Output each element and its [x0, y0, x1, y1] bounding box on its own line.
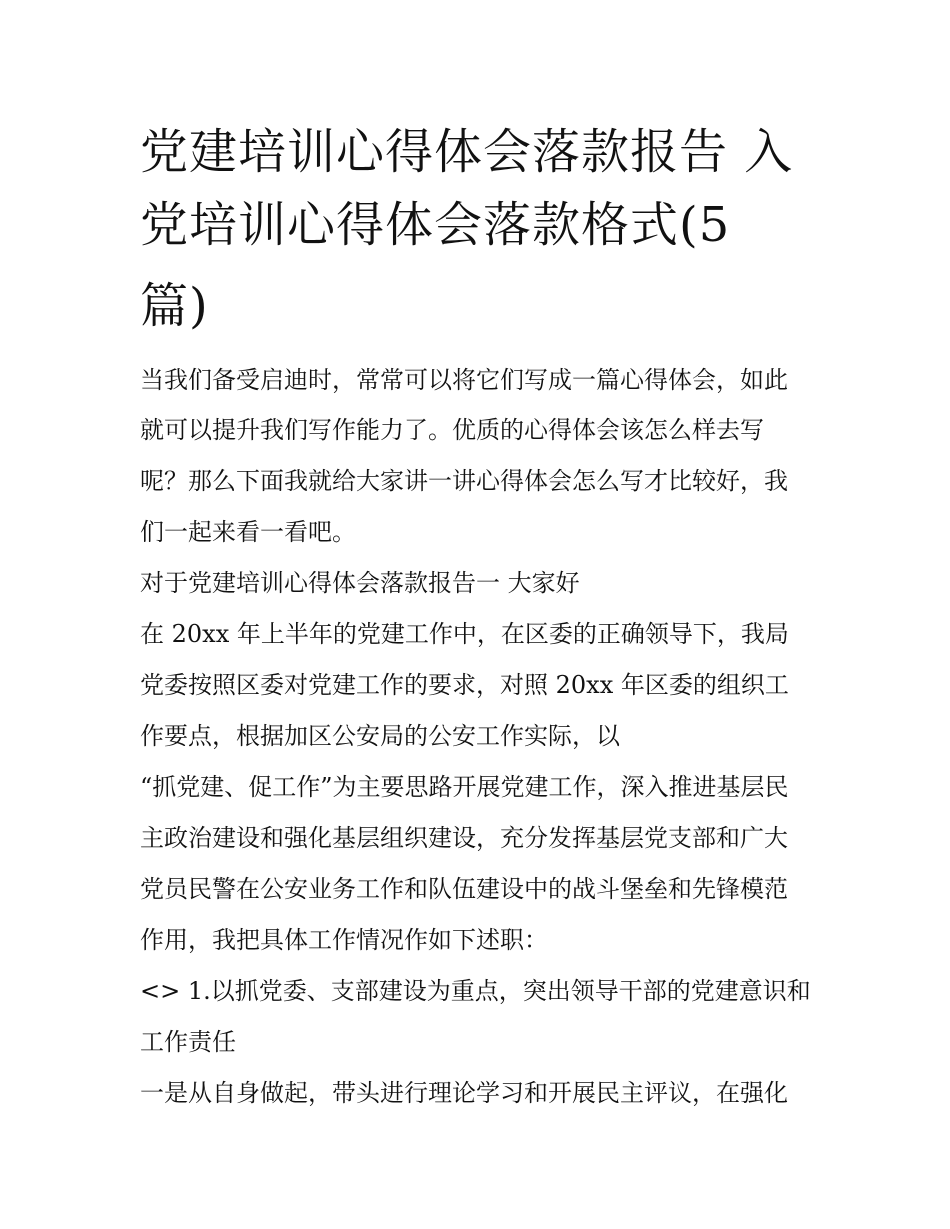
body-line: 在 20xx 年上半年的党建工作中，在区委的正确领导下，我局 [140, 620, 789, 648]
body-line: 当我们备受启迪时，常常可以将它们写成一篇心得体会，如此 [140, 366, 788, 394]
body-line: 作用，我把具体工作情况作如下述职： [140, 926, 548, 954]
body-line: <> 1.以抓党委、支部建设为重点，突出领导干部的党建意识和 [140, 977, 811, 1005]
body-line: 呢？那么下面我就给大家讲一讲心得体会怎么写才比较好，我 [140, 467, 788, 495]
body-line: 一是从自身做起，带头进行理论学习和开展民主评议，在强化 [140, 1079, 788, 1107]
body-line: “抓党建、促工作”为主要思路开展党建工作，深入推进基层民 [140, 773, 789, 801]
document-title-line-1: 党建培训心得体会落款报告 入 [140, 124, 794, 180]
body-line: 就可以提升我们写作能力了。优质的心得体会该怎么样去写 [140, 416, 764, 444]
body-line: 党员民警在公安业务工作和队伍建设中的战斗堡垒和先锋模范 [140, 875, 788, 903]
body-line: 们一起来看一看吧。 [140, 518, 356, 546]
body-line: 作要点，根据加区公安局的公安工作实际，以 [140, 722, 620, 750]
body-line: 党委按照区委对党建工作的要求，对照 20xx 年区委的组织工 [140, 671, 789, 699]
document-title-line-2: 党培训心得体会落款格式(5 [140, 197, 731, 253]
body-line: 主政治建设和强化基层组织建设，充分发挥基层党支部和广大 [140, 824, 788, 852]
body-line: 工作责任 [140, 1028, 236, 1056]
section-heading: 对于党建培训心得体会落款报告一 大家好 [140, 569, 580, 597]
document-title-line-3: 篇) [140, 278, 209, 334]
